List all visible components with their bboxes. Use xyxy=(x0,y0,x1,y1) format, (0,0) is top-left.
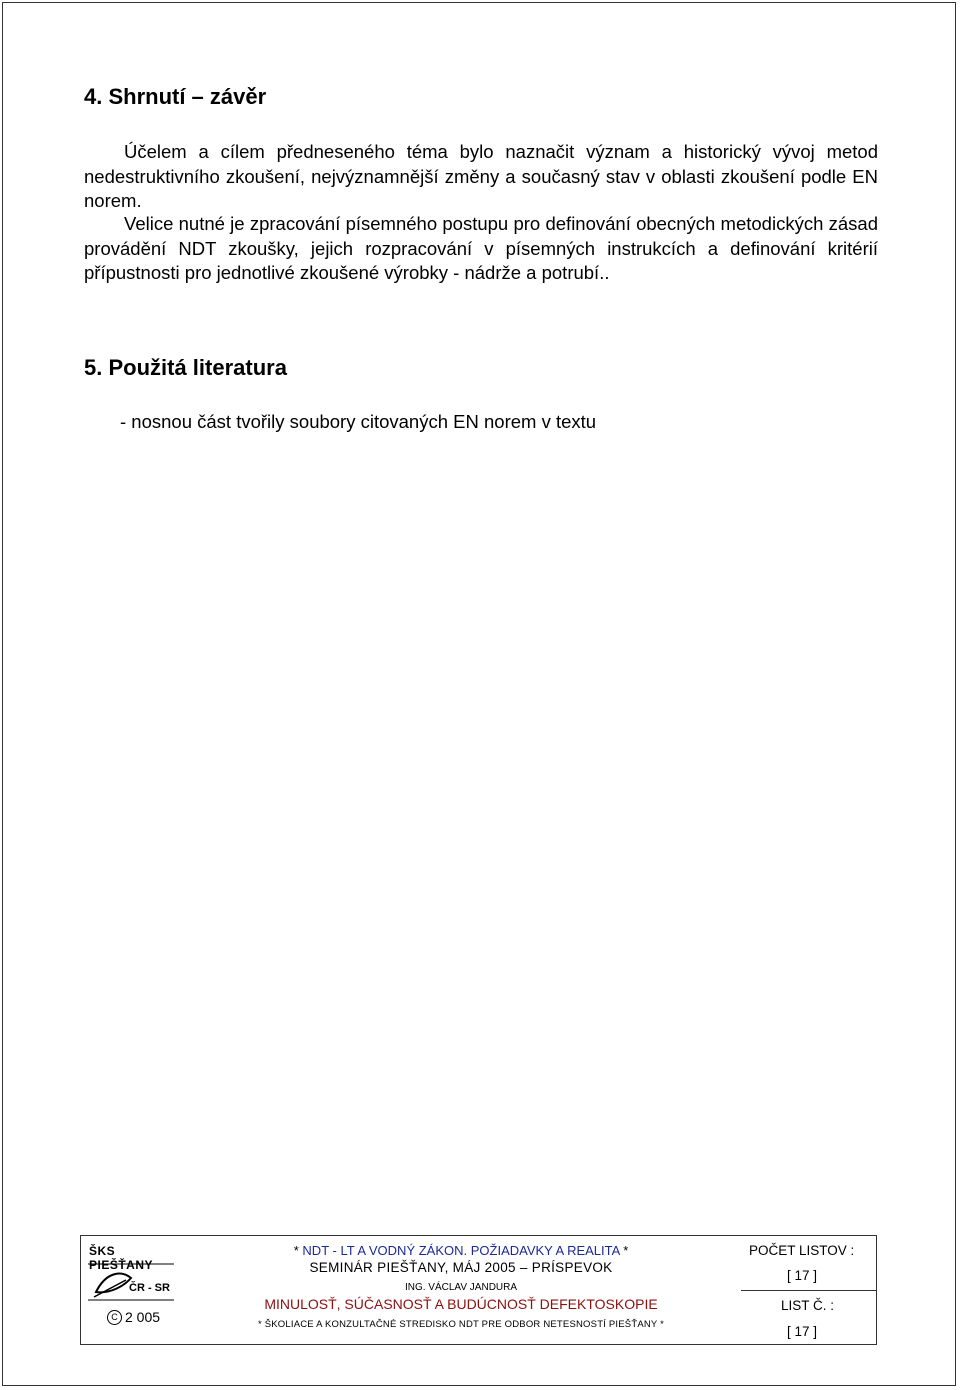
logo-top-text: ŠKS PIEŠŤANY xyxy=(89,1244,154,1272)
copyright xyxy=(107,1309,160,1325)
copyright-year: 2 005 xyxy=(125,1309,161,1325)
section-4-paragraph-2: Velice nutné je zpracování písemného postupu pro definování obecných metodických zásad provádění NDT zkoušky, jejich rozpracování v písemných instrukcích a definování kritérií přípustnosti pro jednotlivé zkoušené výrobky - nádrže a potrubí.. xyxy=(84,213,878,283)
literature-item: - nosnou část tvořily soubory citovaných EN norem v textu xyxy=(120,411,597,432)
footer-page-cell xyxy=(741,1236,876,1344)
footer-logo-cell xyxy=(81,1236,181,1344)
footer-organization: * ŠKOLIACE A KONZULTAČNÉ STREDISKO NDT PRE ODBOR NETESNOSTÍ PIEŠŤANY * xyxy=(257,1319,665,1330)
footer-author: ING. VÁCLAV JANDURA xyxy=(404,1282,518,1293)
footer-subtitle: MINULOSŤ, SÚČASNOSŤ A BUDÚCNOSŤ DEFEKTOSKOPIE xyxy=(264,1296,658,1312)
sheet-value: [ 17 ] xyxy=(787,1324,818,1339)
footer-title: * NDT - LT A VODNÝ ZÁKON. POŽIADAVKY A REALITA * xyxy=(293,1243,629,1258)
pages-label: POČET LISTOV : xyxy=(749,1243,855,1258)
copyright-icon: C xyxy=(107,1310,122,1325)
section-4-heading: 4. Shrnutí – závěr xyxy=(84,84,267,109)
footer-seminar: SEMINÁR PIEŠŤANY, MÁJ 2005 – PRÍSPEVOK xyxy=(309,1260,613,1275)
pages-value: [ 17 ] xyxy=(787,1268,818,1283)
divider xyxy=(741,1290,876,1291)
section-5-heading: 5. Použitá literatura xyxy=(84,355,287,380)
logo-bottom-text: ČR - SR xyxy=(129,1282,170,1294)
section-4-paragraph-1: Účelem a cílem předneseného téma bylo naznačit význam a historický vývoj metod nedestruktivního zkoušení, nejvýznamnější změny a současný stav v oblasti zkoušení podle EN norem. xyxy=(84,141,878,211)
sheet-label: LIST Č. : xyxy=(781,1298,835,1313)
footer xyxy=(80,1235,877,1345)
footer-center-cell xyxy=(181,1236,741,1344)
